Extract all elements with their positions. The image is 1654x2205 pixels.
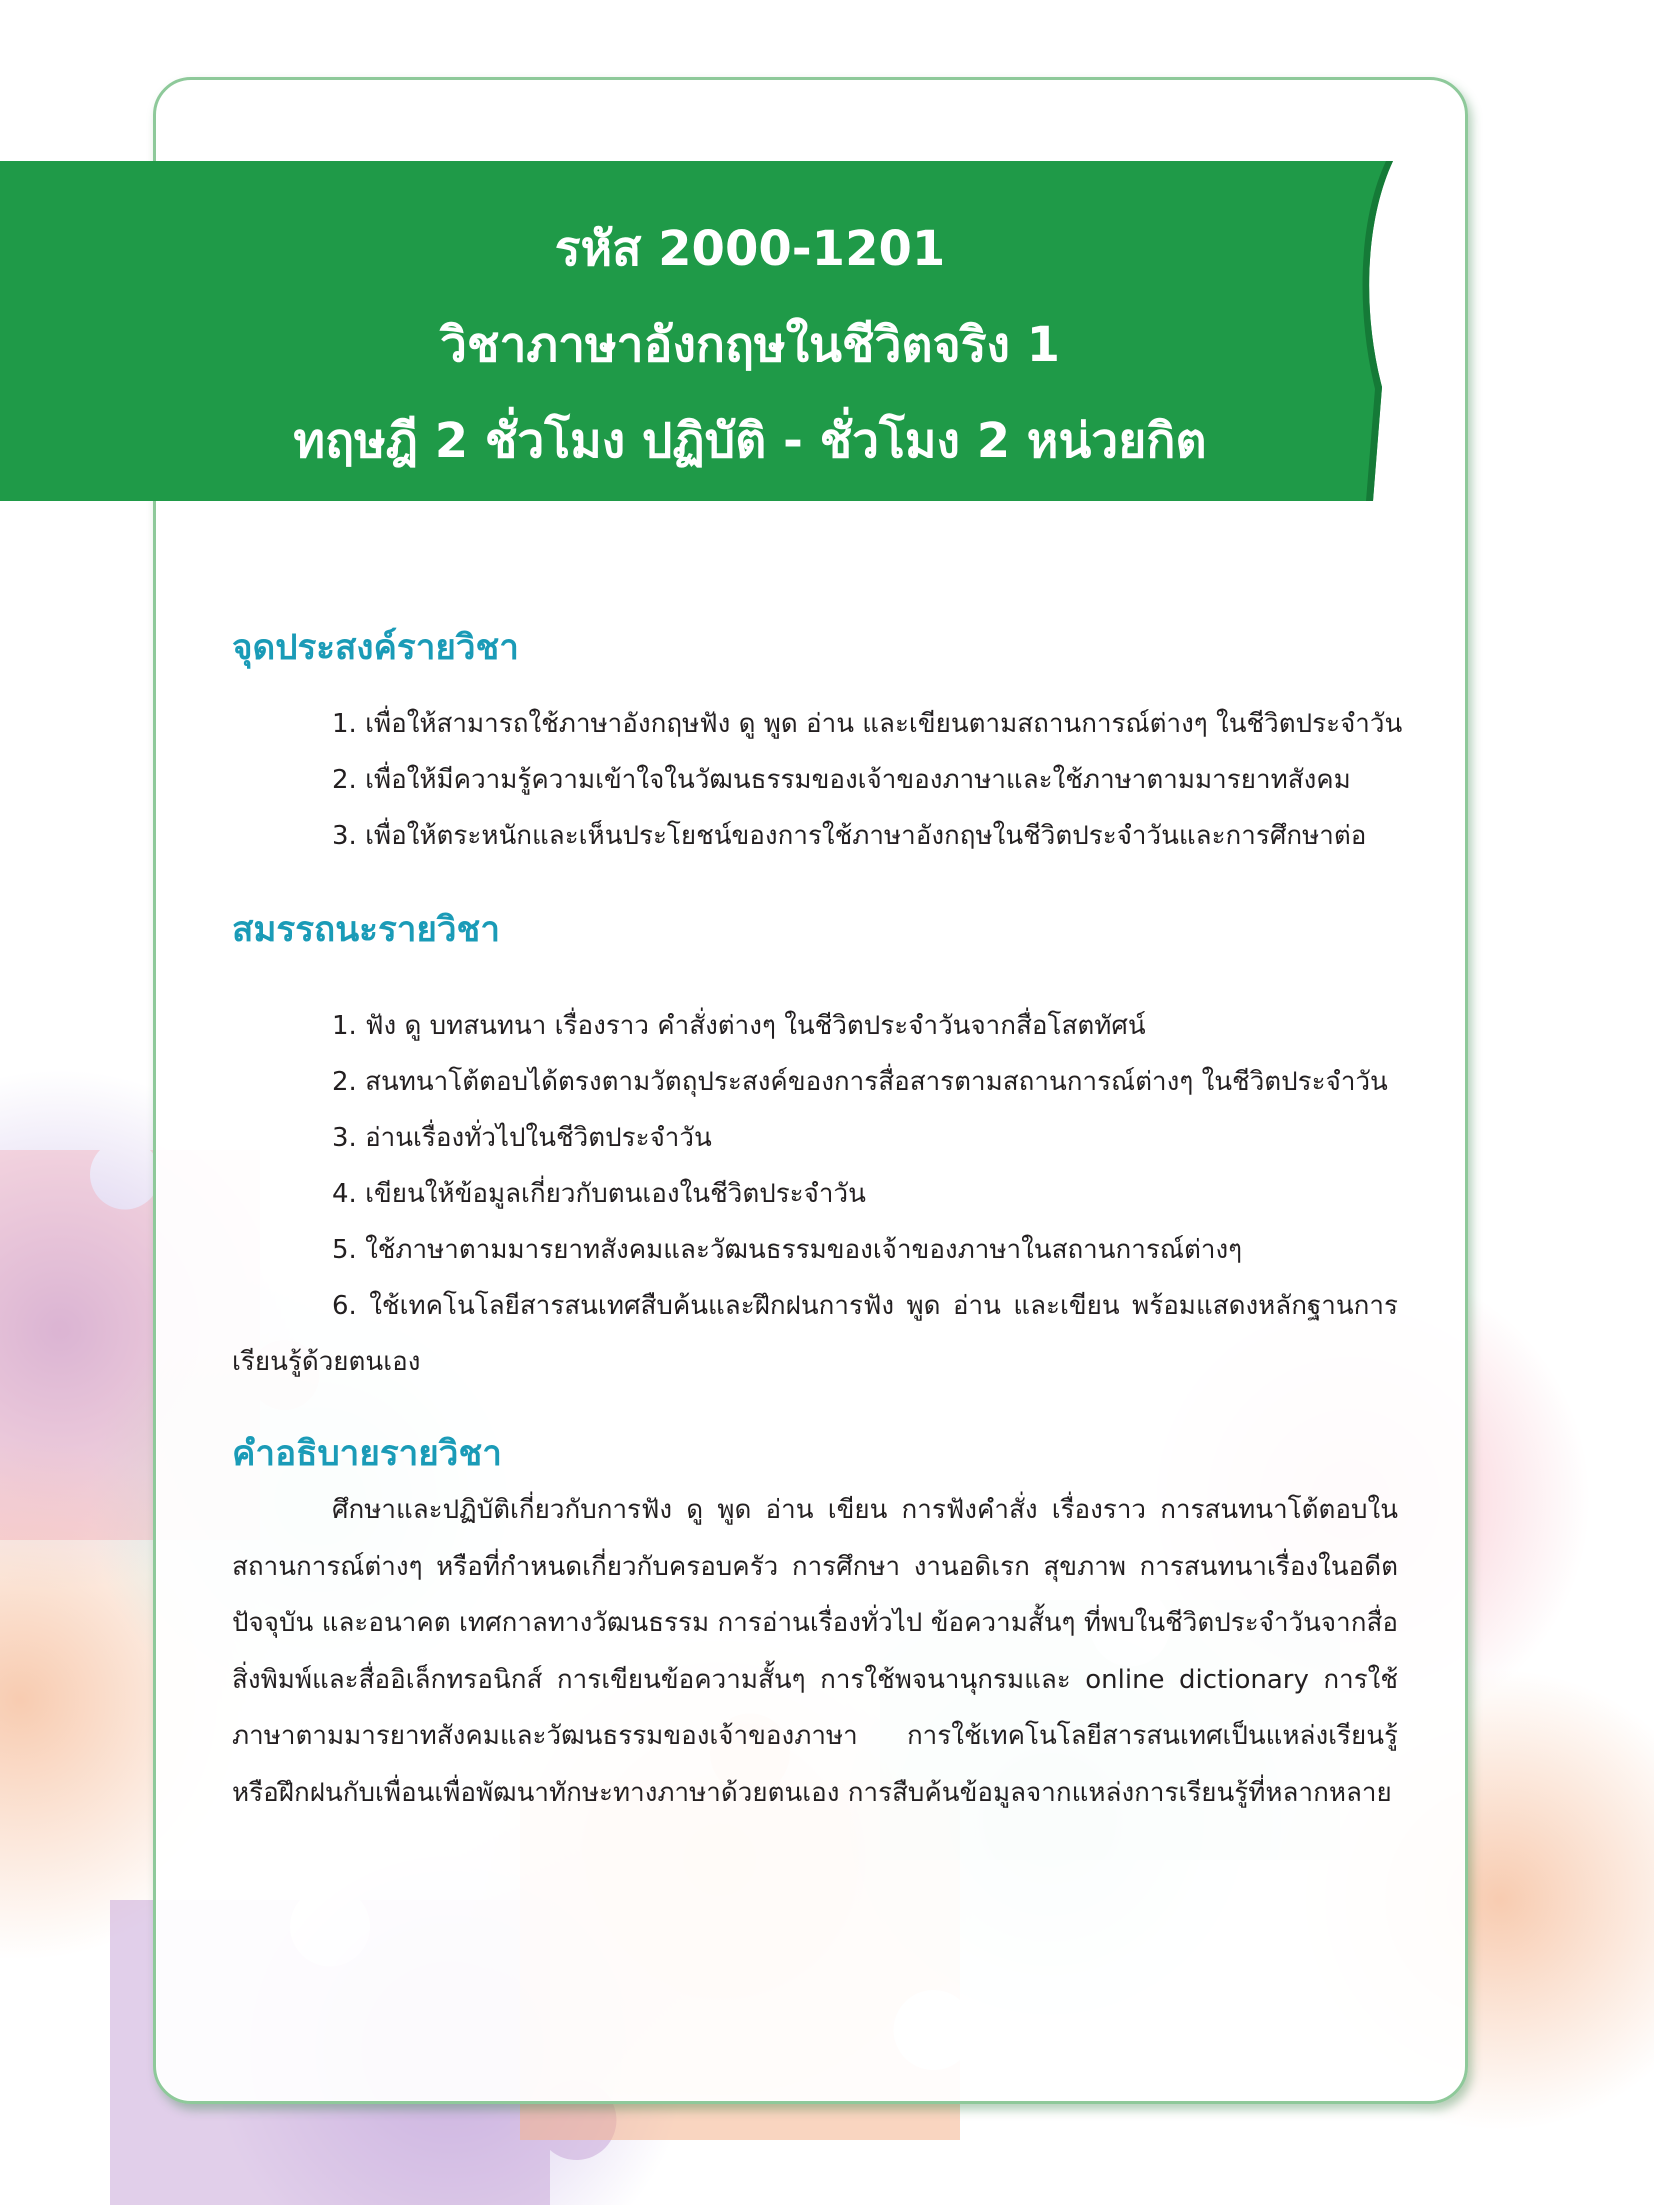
description-heading: คำอธิบายรายวิชา — [232, 1434, 502, 1474]
description-text: ศึกษาและปฏิบัติเกี่ยวกับการฟัง ดู พูด อ่าน เขียน การฟังคำสั่ง เรื่องราว การสนทนาโต้ตอบในสถานการณ์ต่างๆ หรือที่กำหนดเกี่ยวกับครอบครัว การศึกษา งานอดิเรก สุขภาพ การสนทนาเรื่องในอดีต ปัจจุบัน และอนาคต เทศกาลทางวัฒนธรรม การอ่านเรื่องทั่วไป ข้อความสั้นๆ ที่พบในชีวิตประจำวันจากสื่อสิ่งพิมพ์และสื่ออิเล็กทรอนิกส์ การเขียนข้อความสั้นๆ การใช้พจนานุกรมและ online dictionary การใช้ภาษาตามมารยาทสังคมและวัฒนธรรมของเจ้าของภาษา การใช้เทคโนโลยีสารสนเทศเป็นแหล่งเรียนรู้หรือฝึกฝนกับเพื่อนเพื่อพัฒนาทักษะทางภาษาด้วยตนเอง การสืบค้นข้อมูลจากแหล่งการเรียนรู้ที่หลากหลาย — [232, 1495, 1398, 1808]
objective-item-2: 2. เพื่อให้มีความรู้ความเข้าใจในวัฒนธรรมของเจ้าของภาษาและใช้ภาษาตามมารยาทสังคม — [332, 765, 1351, 795]
course-title: วิชาภาษาอังกฤษในชีวิตจริง 1 — [439, 317, 1061, 373]
competencies-list — [232, 998, 1398, 1390]
objectives-list — [232, 696, 1403, 864]
competency-item-2: 2. สนทนาโต้ตอบได้ตรงตามวัตถุประสงค์ของการสื่อสารตามสถานการณ์ต่างๆ ในชีวิตประจำวัน — [332, 1067, 1388, 1097]
competency-item-5: 5. ใช้ภาษาตามมารยาทสังคมและวัฒนธรรมของเจ้าของภาษาในสถานการณ์ต่างๆ — [332, 1235, 1243, 1265]
course-hours-credits: ทฤษฎี 2 ชั่วโมง ปฏิบัติ - ชั่วโมง 2 หน่วยกิต — [293, 413, 1207, 469]
competency-item-3: 3. อ่านเรื่องทั่วไปในชีวิตประจำวัน — [332, 1123, 712, 1153]
objective-item-1: 1. เพื่อให้สามารถใช้ภาษาอังกฤษฟัง ดู พูด อ่าน และเขียนตามสถานการณ์ต่างๆ ในชีวิตประจำวัน — [332, 709, 1403, 739]
competency-item-1: 1. ฟัง ดู บทสนทนา เรื่องราว คำสั่งต่างๆ ในชีวิตประจำวันจากสื่อโสตทัศน์ — [332, 1011, 1146, 1041]
competency-item-6: 6. ใช้เทคโนโลยีสารสนเทศสืบค้นและฝึกฝนการฟัง พูด อ่าน และเขียน พร้อมแสดงหลักฐานการเรียนรู้ด้วยตนเอง — [232, 1291, 1398, 1377]
course-code: รหัส 2000-1201 — [554, 221, 946, 277]
competency-item-4: 4. เขียนให้ข้อมูลเกี่ยวกับตนเองในชีวิตประจำวัน — [332, 1179, 866, 1209]
objective-item-3: 3. เพื่อให้ตระหนักและเห็นประโยชน์ของการใช้ภาษาอังกฤษในชีวิตประจำวันและการศึกษาต่อ — [332, 821, 1367, 851]
course-content — [232, 620, 1403, 1821]
title-banner — [0, 161, 1395, 501]
competencies-heading: สมรรถนะรายวิชา — [232, 910, 500, 950]
objectives-heading: จุดประสงค์รายวิชา — [232, 628, 519, 668]
